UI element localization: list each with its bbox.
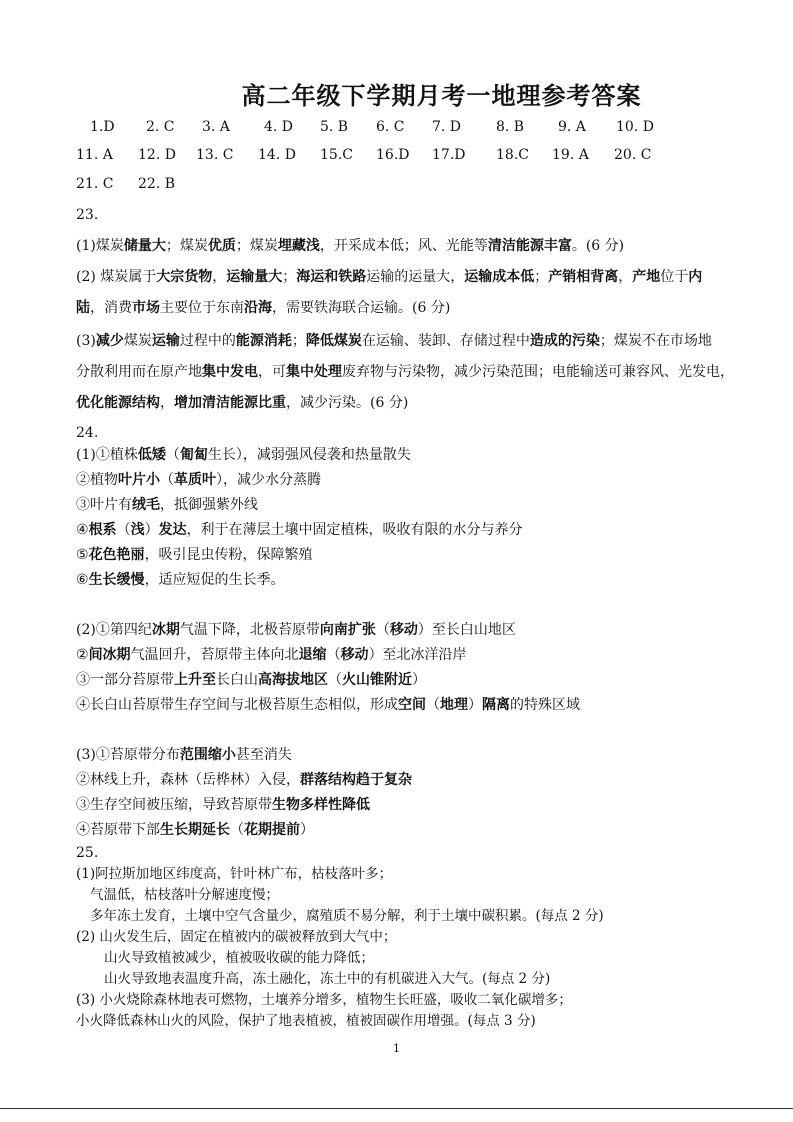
q24-3-item: ②林线上升，森林（岳桦林）入侵，群落结构趋于复杂: [76, 772, 412, 788]
q25-line: (1)阿拉斯加地区纬度高，针叶林广布，枯枝落叶多；: [76, 866, 393, 882]
page-number: 1: [393, 1042, 400, 1055]
choice-answer: 18.C: [496, 147, 529, 163]
q25-line: 山火导致植被减少，植被吸收碳的能力降低；: [104, 950, 374, 966]
q25-line: 气温低，枯枝落叶分解速度慢；: [90, 887, 279, 903]
q23-part1: (1)煤炭储量大；煤炭优质；煤炭埋藏浅，开采成本低；风、光能等清洁能源丰富。(6 分): [76, 238, 625, 254]
q24-1-item: ⑤花色艳丽，吸引昆虫传粉，保障繁殖: [76, 547, 313, 563]
choice-answer: 5. B: [320, 119, 349, 135]
q25-line: 小火降低森林山火的风险，保护了地表植被，植被固碳作用增强。(每点 3 分): [76, 1013, 536, 1029]
q24-1-item: ⑥生长缓慢，适应短促的生长季。: [76, 572, 285, 588]
q24-2-item: ②间冰期气温回升，苔原带主体向北退缩（移动）至北冰洋沿岸: [76, 647, 467, 663]
q23-part3-line2: 分散利用而在原产地集中发电，可集中处理废弃物与污染物，减少污染范围；电能输送可兼容风、光发电，: [76, 364, 734, 380]
choice-answer: 21. C: [76, 176, 114, 192]
choice-answer: 14. D: [258, 147, 296, 163]
q24-2-item: ③一部分苔原带上升至长白山高海拔地区（火山锥附近）: [76, 672, 426, 688]
q24-2-item: ④长白山苔原带生存空间与北极苔原生态相似，形成空间（地理）隔离的特殊区域: [76, 697, 580, 713]
q24-1-item: ④根系（浅）发达，利于在薄层土壤中固定植株，吸收有限的水分与养分: [76, 522, 523, 538]
choice-answer: 19. A: [552, 147, 589, 163]
choice-answer: 17.D: [432, 147, 466, 163]
choice-answer: 10. D: [616, 119, 654, 135]
q25-line: 多年冻土发育，土壤中空气含量少，腐殖质不易分解，利于土壤中碳积累。(每点 2 分): [90, 908, 604, 924]
q23-part3-line3: 优化能源结构，增加清洁能源比重，减少污染。(6 分): [76, 395, 409, 411]
q25-line: (2) 山火发生后，固定在植被内的碳被释放到大气中；: [76, 929, 397, 945]
q23-part3-line1: (3)减少煤炭运输过程中的能源消耗；降低煤炭在运输、装卸、存储过程中造成的污染；煤炭不在市场地: [76, 333, 712, 349]
choice-answer: 12. D: [138, 147, 176, 163]
q24-3-item: (3)①苔原带分布范围缩小甚至消失: [76, 747, 292, 763]
choice-answer: 7. D: [432, 119, 462, 135]
choice-answer: 2. C: [146, 119, 175, 135]
q25-line: (3) 小火烧除森林地表可燃物，土壤养分增多，植物生长旺盛，吸收二氧化碳增多；: [76, 992, 572, 1008]
q23-part2-line2: 陆，消费市场主要位于东南沿海，需要铁海联合运输。(6 分): [76, 300, 451, 316]
q24-3-item: ④苔原带下部生长期延长（花期提前）: [76, 822, 314, 838]
q25-number: 25.: [76, 845, 99, 861]
page-title: 高二年级下学期月考一地理参考答案: [241, 82, 642, 110]
q24-1-item: ②植物叶片小（革质叶），减少水分蒸腾: [76, 472, 321, 488]
q24-2-item: (2)①第四纪冰期气温下降，北极苔原带向南扩张（移动）至长白山地区: [76, 622, 516, 638]
choice-answer: 13. C: [196, 147, 234, 163]
q24-3-item: ③生存空间被压缩，导致苔原带生物多样性降低: [76, 797, 370, 813]
choice-answer: 8. B: [496, 119, 525, 135]
q24-number: 24.: [76, 425, 99, 441]
choice-answer: 9. A: [558, 119, 586, 135]
choice-answer: 3. A: [202, 119, 230, 135]
q23-number: 23.: [76, 207, 99, 223]
choice-answer: 16.D: [376, 147, 410, 163]
q24-1-item: ③叶片有绒毛，抵御强紫外线: [76, 497, 258, 513]
choice-answer: 15.C: [320, 147, 353, 163]
choice-answer: 20. C: [614, 147, 652, 163]
q24-1-item: (1)①植株低矮（匍匐生长），减弱强风侵袭和热量散失: [76, 447, 411, 463]
choice-answer: 11. A: [76, 147, 113, 163]
choice-answer: 4. D: [264, 119, 294, 135]
footer-divider: [0, 1108, 793, 1109]
choice-answer: 6. C: [376, 119, 405, 135]
q23-part2-line1: (2) 煤炭属于大宗货物，运输量大；海运和铁路运输的运量大，运输成本低；产销相背离，产地位于内: [76, 269, 703, 285]
choice-answer: 1.D: [90, 119, 115, 135]
q25-line: 山火导致地表温度升高，冻土融化，冻土中的有机碳进入大气。(每点 2 分): [104, 971, 551, 987]
choice-answer: 22. B: [138, 176, 176, 192]
